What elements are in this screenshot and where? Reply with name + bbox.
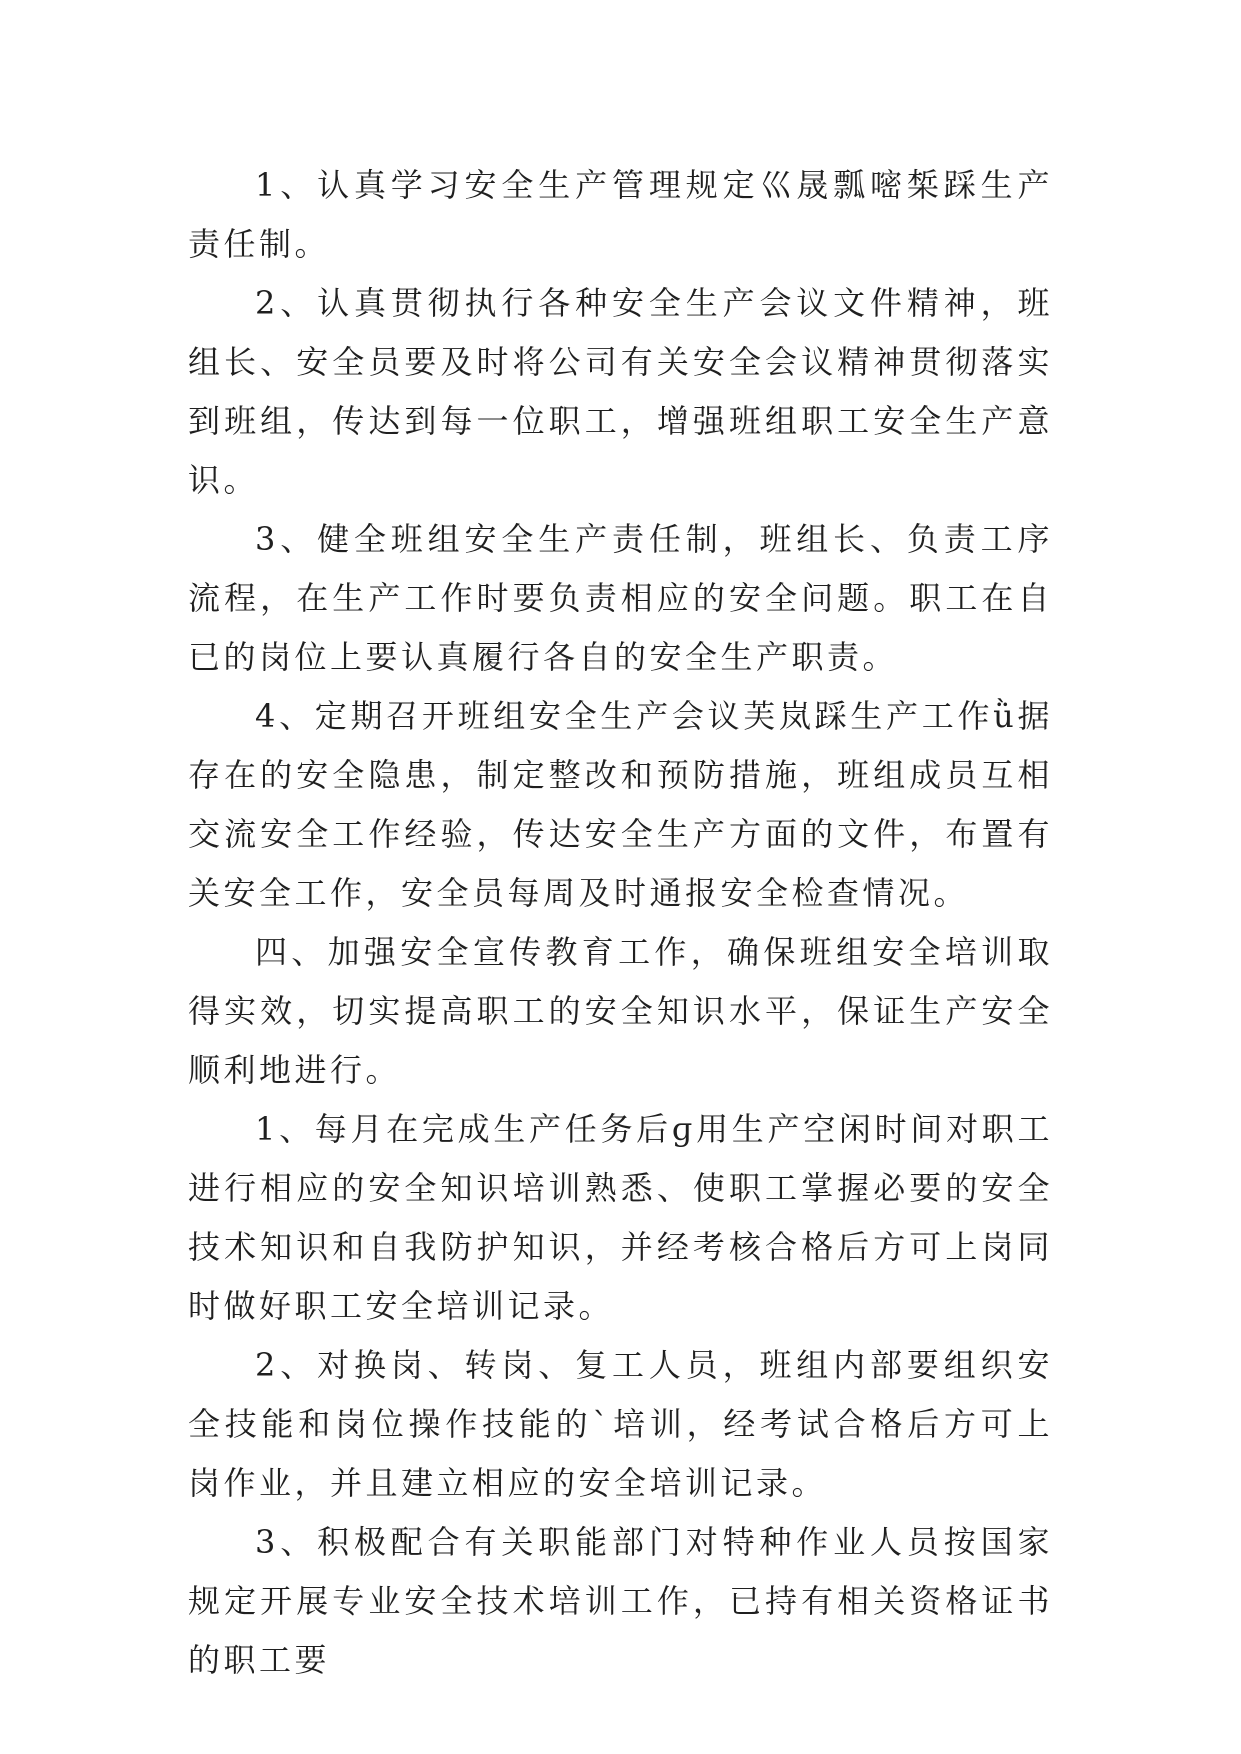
paragraph-training-3: 3、积极配合有关职能部门对特种作业人员按国家规定开展专业安全技术培训工作，已持有相关资格证书的职工要 bbox=[188, 1523, 1053, 1679]
document-body bbox=[188, 156, 1053, 1690]
paragraph-training-2: 2、对换岗、转岗、复工人员，班组内部要组织安全技能和岗位操作技能的`培训，经考试合格后方可上岗作业，并且建立相应的安全培训记录。 bbox=[188, 1346, 1053, 1502]
paragraph-item-4: 4、定期召开班组安全生产会议芙岚踩生产工作ǜ据存在的安全隐患，制定整改和预防措施，班组成员互相交流安全工作经验，传达安全生产方面的文件，布置有关安全工作，安全员每周及时通报安全检查情况。 bbox=[188, 697, 1053, 912]
section-heading-four: 四、加强安全宣传教育工作，确保班组安全培训取得实效，切实提高职工的安全知识水平，保证生产安全顺利地进行。 bbox=[188, 933, 1053, 1089]
paragraph-item-2: 2、认真贯彻执行各种安全生产会议文件精神，班组长、安全员要及时将公司有关安全会议精神贯彻落实到班组，传达到每一位职工，增强班组职工安全生产意识。 bbox=[188, 284, 1053, 499]
paragraph-item-1: 1、认真学习安全生产管理规定巛晟瓢嘧椞踩生产责任制。 bbox=[188, 166, 1053, 263]
paragraph-training-1: 1、每月在完成生产任务后ɡ用生产空闲时间对职工进行相应的安全知识培训熟悉、使职工掌握必要的安全技术知识和自我防护知识，并经考核合格后方可上岗同时做好职工安全培训记录。 bbox=[188, 1110, 1053, 1325]
paragraph-item-3: 3、健全班组安全生产责任制，班组长、负责工序流程，在生产工作时要负责相应的安全问题。职工在自已的岗位上要认真履行各自的安全生产职责。 bbox=[188, 520, 1053, 676]
